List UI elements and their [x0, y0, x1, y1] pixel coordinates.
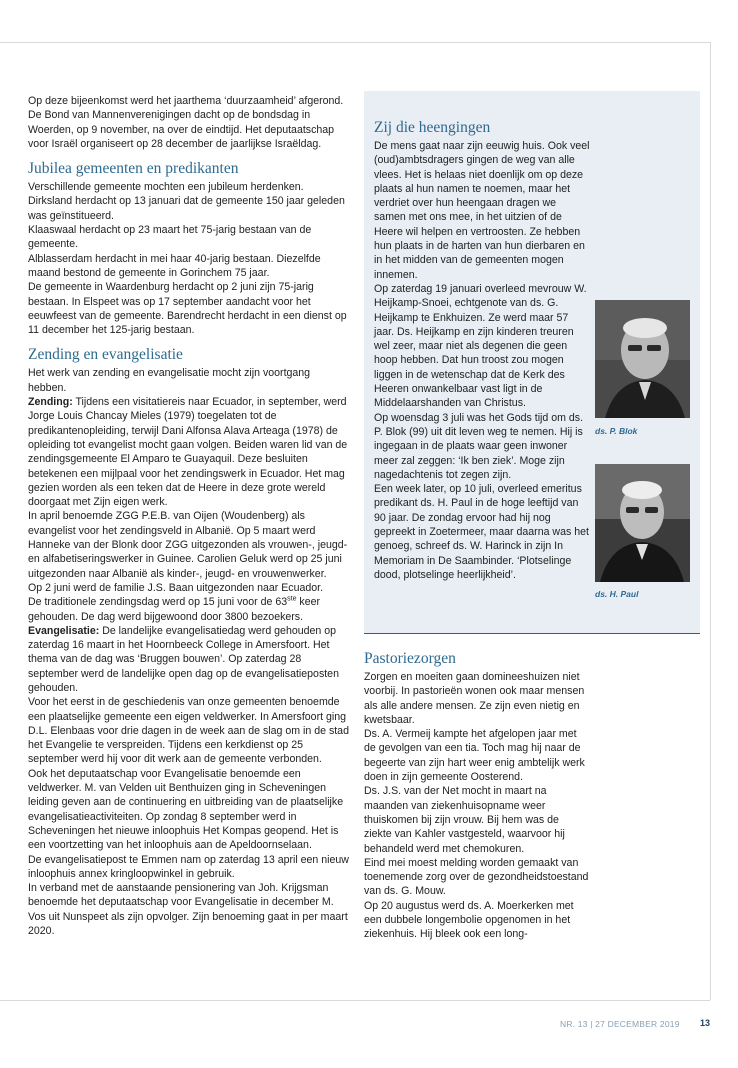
- pastorie-paragraph: Ds. A. Vermeij kampte het afgelopen jaar met de gevolgen van een tia. Toch mag hij naar de begeerte van zijn hart weer enig ambtelijk werk doen in zijn gemeente Oosterend.: [364, 728, 585, 784]
- intro-paragraph: Op deze bijeenkomst werd het jaarthema ‘duurzaamheid’ afgerond. De Bond van Mannenverenigingen dacht op de bondsdag in Woerden, op 9 november, na over de eindtijd. Het deputaatschap voor Israël organiseert op 28 december de jaarlijkse Israëldag.: [28, 95, 344, 150]
- page-number: 13: [700, 1018, 711, 1028]
- evangelisatie-text: De landelijke evangelisatiedag werd gehouden op zaterdag 16 maart in het Hoornbeeck College in Amersfoort. Het thema van de dag was ‘Bruggen bouwen’. Op zaterdag 28 september werd de landelijke open dag op de evangelisatieposten gehouden.: [28, 624, 339, 694]
- pastorie-column: [364, 650, 589, 942]
- jubilea-paragraph: Klaaswaal herdacht op 23 maart het 75-jarig bestaan van de gemeente.: [28, 224, 312, 251]
- sidebar-paragraph: Op zaterdag 19 januari overleed mevrouw W. Heijkamp-Snoei, echtgenote van ds. G. Heijkamp te Enkhuizen. Ze werd maar 57 jaar. Ds. Heijkamp en zijn kinderen treuren wel zeer, maar niet als degenen die geen hoop hebben. Dat hun troost zou mogen liggen in de wetenschap dat de Kerk des Heeren onwankelbaar vast ligt in de Middelaarshanden van Christus.: [374, 282, 587, 410]
- evangelisatie-paragraph: In verband met de aanstaande pensionering van Joh. Krijgsman benoemde het deputaatschap voor Evangelisatie in december M. Vos uit Nunspeet als zijn opvolger. Zijn benoeming gaat in per maart 2020.: [28, 882, 348, 938]
- jubilea-paragraph: Dirksland herdacht op 13 januari dat de gemeente 150 jaar geleden was geïnstitueerd.: [28, 195, 345, 222]
- caption-paul: ds. H. Paul: [595, 589, 639, 599]
- sidebar-paragraph: Op woensdag 3 juli was het Gods tijd om ds. P. Blok (99) uit dit leven weg te nemen. Hij is ingegaan in de plaats waar geen inwoner meer zal zeggen: ‘Ik ben ziek’. Moge zijn nagedachtenis tot zegen zijn.: [374, 411, 584, 481]
- sidebar-bottom-rule: [364, 633, 700, 634]
- sidebar-body: [374, 139, 590, 582]
- jubilea-paragraph: De gemeente in Waardenburg herdacht op 2 juni zijn 75-jarig bestaan. In Elspeet was op 17 september aandacht voor het eeuwfeest van de gemeente. Barendrecht herdacht in een dienst op 11 december het 125-jarig bestaan.: [28, 281, 347, 337]
- zendingsdag-post: keer gehouden. De dag werd bijgewoond door 3800 bezoekers.: [28, 596, 321, 623]
- pastorie-paragraph: Op 20 augustus werd ds. A. Moerkerken met een dubbele longembolie opgenomen in het ziekenhuis. Hij bleek ook een long-: [364, 899, 574, 941]
- zending-intro: Het werk van zending en evangelisatie mocht zijn voortgang hebben.: [28, 367, 311, 394]
- jubilea-paragraph: Alblasserdam herdacht in mei haar 40-jarig bestaan. Diezelfde maand bestond de gemeente in Gorinchem 75 jaar.: [28, 252, 321, 279]
- zending-paragraph: Op 2 juni werd de familie J.S. Baan uitgezonden naar Ecuador.: [28, 581, 324, 594]
- footer-issue: NR. 13 | 27 DECEMBER 2019: [560, 1019, 680, 1029]
- evangelisatie-paragraph: Voor het eerst in de geschiedenis van onze gemeenten benoemde een plaatselijke gemeente een eigen veldwerker. In Amersfoort ging D.L. Elenbaas voor drie dagen in de week aan de slag om in de stad het Evangelie te verspreiden. Tijdens een kerkdienst op 25 september werd hij voor dit werk aan de gemeente verbonden.: [28, 696, 349, 766]
- sidebar-heading: Zij die heengingen: [374, 119, 491, 136]
- zending-paragraph: In april benoemde ZGG P.E.B. van Oijen (Woudenberg) als evangelist voor het zendingsveld in Albanië. Op 5 maart werd Hanneke van der Blonk door ZGG uitgezonden als vrouwen-, jeugd- en alfabetiseringswerker in Guinee. Carolien Geluk werd op 25 juni uitgezonden naar Albanië als kinder-, jeugd- en vrouwenwerker.: [28, 510, 348, 580]
- pastorie-paragraph: Eind mei moest melding worden gemaakt van toenemende zorg over de gezondheidstoestand van ds. G. Mouw.: [364, 856, 589, 898]
- evangelisatie-paragraph: [28, 624, 350, 695]
- caption-blok: ds. P. Blok: [595, 426, 638, 436]
- frame-top-rule: [0, 42, 710, 43]
- zending-label: Zending:: [28, 396, 73, 409]
- zending-heading: Zending en evangelisatie: [28, 346, 183, 364]
- jubilea-heading: Jubilea gemeenten en predikanten: [28, 160, 239, 178]
- zendingsdag-paragraph: [28, 595, 350, 624]
- pastorie-heading: Pastoriezorgen: [364, 650, 456, 667]
- portrait-photo-paul: [595, 464, 690, 582]
- zending-text: Tijdens een visitatiereis naar Ecuador, in september, werd Jorge Louis Chancay Mieles (1979) toegelaten tot de predikantenopleiding, terwijl Dani Alfonsa Alava Arteaga (1978) de opleiding tot evangelist mocht gaan volgen. Beiden waren lid van de zendingsgemeente El Amparo te Guayaquil. Deze besluiten betekenen een mijlpaal voor het zendingswerk in Ecuador. Het mag gezien worden als een teken dat de Heere in deze grote wereld doorgaat met Zijn eigen werk.: [28, 396, 348, 509]
- portrait-photo-blok: [595, 300, 690, 418]
- frame-right-rule: [710, 42, 711, 1000]
- evangelisatie-paragraph: De evangelisatiepost te Emmen nam op zaterdag 13 april een nieuw inloophuis annex kringloopwinkel in gebruik.: [28, 853, 349, 880]
- zendingsdag-pre: De traditionele zendingsdag werd op 15 juni voor de 63: [28, 596, 288, 609]
- sidebar-paragraph: De mens gaat naar zijn eeuwig huis. Ook veel (oud)ambtsdragers gingen de weg van alle vlees. Het is helaas niet doenlijk om op deze plaats al hun namen te noemen, maar het verdriet over hun heengaan dragen we samen met ons mee, in het uitzien of de Heere wil helpen en vertroosten. Ze hebben hun plaats in de harten van hun dierbaren en in het midden van de gemeenten mogen innemen.: [374, 140, 590, 281]
- sidebar-paragraph: Een week later, op 10 juli, overleed emeritus predikant ds. H. Paul in de hoge leeftijd van 90 jaar. De zondag ervoor had hij nog gepreekt in Zoetermeer, maar daarna was het genoeg, schreef ds. W. Harinck in zijn In Memoriam in De Saambinder. ‘Plotselinge dood, plotselinge heerlijkheid’.: [374, 483, 589, 581]
- sidebar-box: [364, 91, 700, 633]
- evangelisatie-label: Evangelisatie:: [28, 624, 100, 637]
- left-column: [28, 94, 350, 938]
- evangelisatie-paragraph: Ook het deputaatschap voor Evangelisatie benoemde een veldwerker. M. van Velden uit Benthuizen ging in Scheveningen leiding geven aan de continuering en uitbreiding van de plaatselijke evangelisatieactiviteiten. Op zondag 8 september werd in Scheveningen het nieuwe inloophuis Het Kompas geopend. Het is een voortzetting van het inloophuis aan de Apeldoornselaan.: [28, 767, 344, 852]
- pastorie-paragraph: Ds. J.S. van der Net mocht in maart na maanden van ziekenhuisopname weer thuiskomen bij zijn vrouw. Bij hem was de ziekte van Kahler vastgesteld, waarvoor hij behandeld werd met chemokuren.: [364, 785, 565, 855]
- frame-bottom-rule: [0, 1000, 710, 1001]
- zendingsdag-sup: ste: [287, 595, 297, 603]
- jubilea-paragraph: Verschillende gemeente mochten een jubileum herdenken.: [28, 181, 304, 194]
- pastorie-paragraph: Zorgen en moeiten gaan domineeshuizen niet voorbij. In pastorieën wonen ook maar mensen als alle andere mensen. Ze zijn even nietig en kwetsbaar.: [364, 671, 585, 726]
- zending-paragraph: [28, 395, 350, 509]
